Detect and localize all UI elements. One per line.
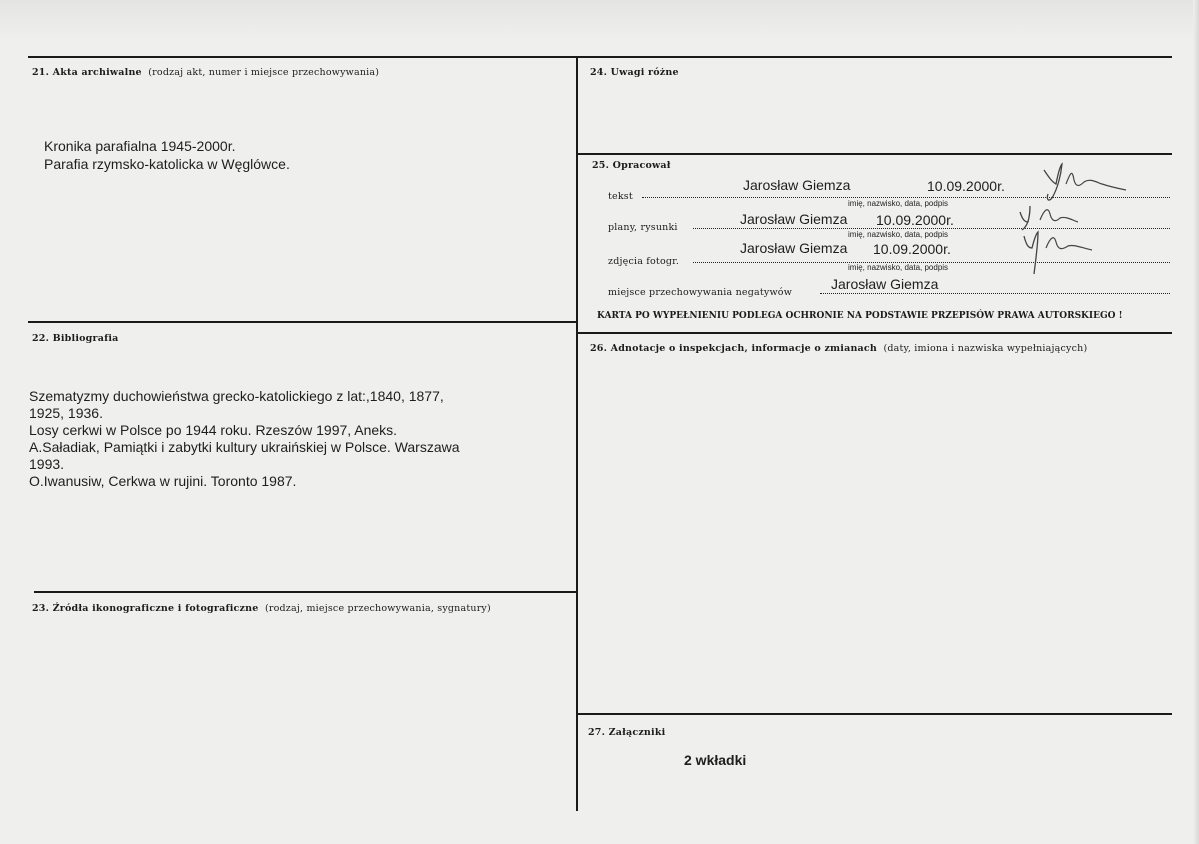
text-author-date: 10.09.2000r.: [927, 178, 1005, 194]
section-26-subtitle: (daty, imiona i nazwiska wypełniających): [883, 343, 1088, 354]
negatives-label: miejsce przechowywania negatywów: [608, 287, 793, 298]
bibliography-line: A.Saładiak, Pamiątki i zabytki kultury ukraińskiej w Polsce. Warszawa: [29, 439, 460, 455]
row-label-photos: zdjęcia fotogr.: [608, 256, 680, 267]
bibliography-line: 1993.: [29, 456, 65, 472]
bibliography-list: [29, 388, 460, 490]
section-26-title: 26. Adnotacje o inspekcjach, informacje o zmianach: [590, 343, 878, 354]
rule-21-22: [28, 321, 577, 323]
center-divider: [576, 56, 578, 811]
section-22-label: [32, 333, 119, 344]
drawings-author-name: Jarosław Giemza: [740, 211, 848, 227]
section-27-label: [588, 727, 665, 738]
negatives-value: Jarosław Giemza: [831, 276, 939, 292]
bibliography-line: Szematyzmy duchowieństwa grecko-katolickiego z lat:,1840, 1877,: [29, 388, 444, 404]
photos-field-hint: imię, nazwisko, data, podpis: [848, 263, 949, 272]
bibliography-line: O.Iwanusiw, Cerkwa w rujini. Toronto 1987.: [29, 473, 297, 489]
section-23-label: [32, 603, 491, 614]
section-22-title: 22. Bibliografia: [32, 333, 119, 344]
rule-24-25: [577, 153, 1172, 155]
row-label-drawings: plany, rysunki: [608, 222, 678, 233]
text-field-hint: imię, nazwisko, data, podpis: [848, 199, 949, 208]
section-25-title: 25. Opracował: [592, 160, 671, 171]
section-24-label: [590, 67, 679, 78]
section-21-title: 21. Akta archiwalne: [32, 67, 142, 78]
copyright-warning: KARTA PO WYPEŁNIENIU PODLEGA OCHRONIE NA PODSTAWIE PRZEPISÓW PRAWA AUTORSKIEGO !: [597, 311, 1123, 321]
top-rule: [28, 56, 1172, 58]
section-23-title: 23. Źródła ikonograficzne i fotograficzne: [32, 603, 259, 614]
rule-22-23: [34, 591, 577, 593]
signature-text: [1036, 160, 1131, 205]
rule-26-27: [577, 713, 1172, 715]
drawings-author-date: 10.09.2000r.: [876, 212, 954, 228]
bibliography-line: 1925, 1936.: [29, 405, 103, 421]
rule-25-26: [577, 332, 1172, 334]
photos-author-name: Jarosław Giemza: [740, 240, 848, 256]
signature-photos: [1016, 226, 1096, 278]
drawings-field-hint: imię, nazwisko, data, podpis: [848, 230, 949, 239]
photos-author-date: 10.09.2000r.: [873, 241, 951, 257]
negatives-dotted-line: [820, 293, 1170, 294]
section-24-title: 24. Uwagi różne: [590, 67, 679, 78]
section-26-label: [590, 343, 1087, 354]
section-21-subtitle: (rodzaj akt, numer i miejsce przechowywania): [148, 67, 380, 78]
section-25-label: [592, 160, 671, 171]
row-label-text: tekst: [608, 191, 633, 202]
section-27-title: 27. Załączniki: [588, 727, 666, 738]
paper-edge: [1193, 0, 1199, 844]
text-author-name: Jarosław Giemza: [743, 177, 851, 193]
bibliography-line: Losy cerkwi w Polsce po 1944 roku. Rzeszów 1997, Aneks.: [29, 422, 398, 438]
attachments-value: 2 wkładki: [684, 752, 747, 768]
section-23-subtitle: (rodzaj, miejsce przechowywania, sygnatury): [264, 603, 491, 614]
archive-line-1: Kronika parafialna 1945-2000r.: [44, 138, 236, 154]
archive-line-2: Parafia rzymsko-katolicka w Węglówce.: [44, 156, 290, 172]
paper-shading: [0, 0, 1199, 40]
section-21-label: [32, 67, 379, 78]
